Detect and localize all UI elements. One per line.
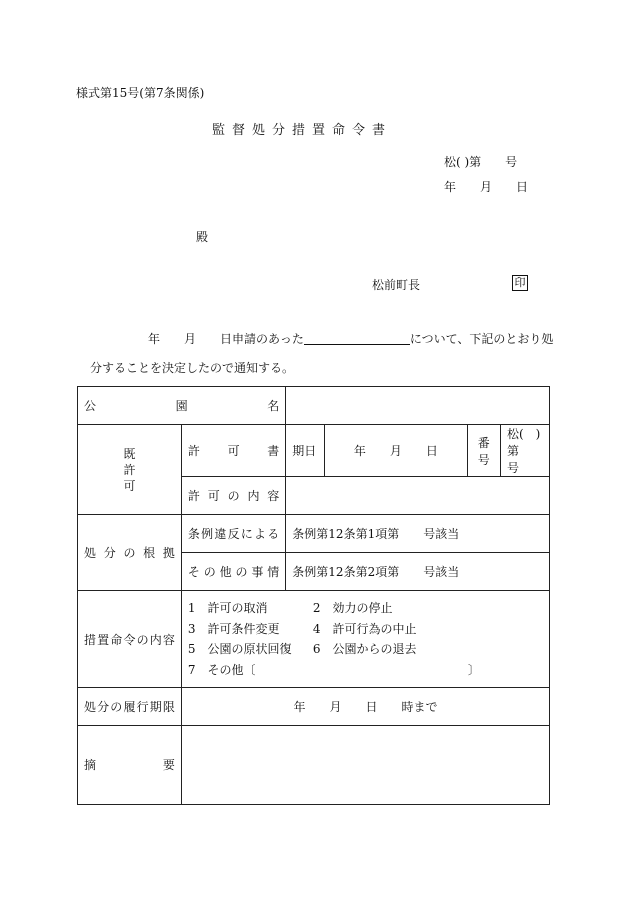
measure-7-close: 〕 xyxy=(467,662,480,677)
basis-other-value: 条例第12条第2項第 号該当 xyxy=(286,553,550,591)
park-name-label: 公園名 xyxy=(78,387,286,425)
park-name-value xyxy=(286,387,550,425)
deadline-label: 処分の履行期限 xyxy=(78,688,182,726)
body-line-1-a: 年 月 日申請のあった xyxy=(148,332,304,346)
existing-permit-label xyxy=(78,425,182,515)
body-line-2: 分することを決定したので通知する。 xyxy=(90,361,295,375)
addressee-suffix: 殿 xyxy=(196,230,209,244)
basis-other-label: その他の事情 xyxy=(181,553,285,591)
basis-violation-label: 条例違反による xyxy=(181,515,285,553)
list-item xyxy=(188,660,480,681)
measure-1: 1 許可の取消 xyxy=(187,601,268,615)
remarks-value xyxy=(181,726,549,805)
issuer-name: 松前町長 xyxy=(372,278,421,292)
table-row xyxy=(78,515,550,553)
measures-list xyxy=(181,591,549,688)
document-date: 年 月 日 xyxy=(444,180,529,194)
body-line-1-b: について、下記のとおり処 xyxy=(409,332,554,346)
number-value: 松( )第 号 xyxy=(501,425,550,477)
table-row xyxy=(78,688,550,726)
list-item xyxy=(188,598,543,619)
existing-permit-label-text: 既許可 xyxy=(123,446,136,493)
measure-4: 4 許可行為の中止 xyxy=(312,621,417,636)
page-title: 監督処分措置命令書 xyxy=(212,123,393,138)
document-number: 松( )第 号 xyxy=(444,155,518,169)
date-value: 年 月 日 xyxy=(325,425,467,477)
table-row xyxy=(78,425,550,477)
measures-label: 措置命令の内容 xyxy=(78,591,182,688)
measure-5: 5 公園の原状回復 xyxy=(187,642,292,656)
list-item xyxy=(188,619,543,640)
form-id: 様式第15号(第7条関係) xyxy=(76,86,205,100)
measure-2: 2 効力の停止 xyxy=(312,601,393,615)
date-label: 期日 xyxy=(286,425,325,477)
measure-3: 3 許可条件変更 xyxy=(187,621,280,636)
table-row xyxy=(78,387,550,425)
number-label: 番号 xyxy=(467,425,500,477)
measure-6: 6 公園からの退去 xyxy=(312,642,417,656)
table-row xyxy=(78,591,550,688)
seal-stamp: 印 xyxy=(512,275,528,291)
table-row xyxy=(78,726,550,805)
basis-violation-value: 条例第12条第1項第 号該当 xyxy=(286,515,550,553)
remarks-label: 摘要 xyxy=(78,726,182,805)
measure-7: 7 その他〔 xyxy=(187,662,256,677)
permit-doc-label: 許可書 xyxy=(181,425,285,477)
list-item xyxy=(188,639,543,660)
disposition-table xyxy=(77,386,550,805)
permit-content-label: 許可の内容 xyxy=(181,477,285,515)
permit-content-value xyxy=(286,477,550,515)
body-line-1 xyxy=(148,330,553,347)
application-blank xyxy=(304,333,410,345)
deadline-value: 年 月 日 時まで xyxy=(181,688,549,726)
basis-label: 処分の根拠 xyxy=(78,515,182,591)
